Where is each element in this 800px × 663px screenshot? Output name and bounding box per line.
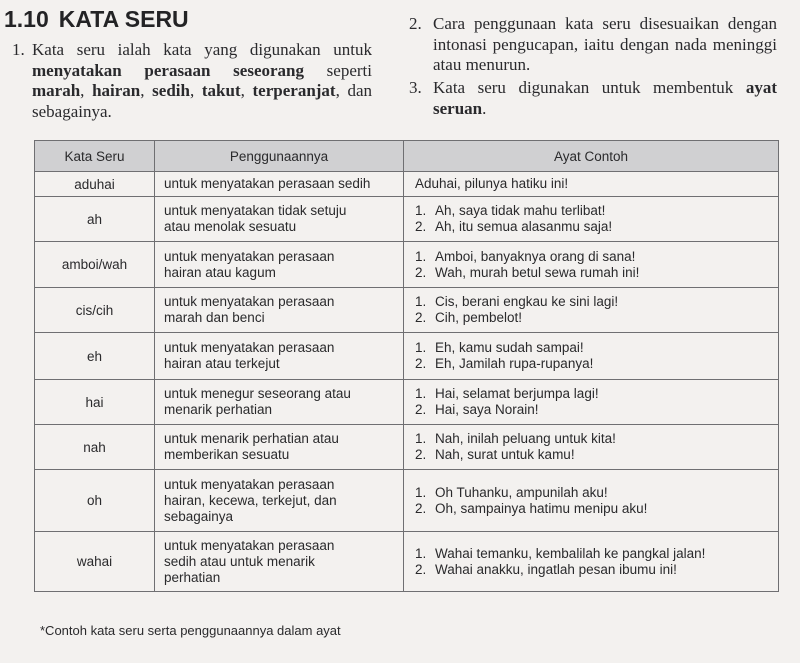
ayat-contoh-cell bbox=[404, 288, 779, 333]
example-number: 1. bbox=[415, 386, 427, 401]
emphasis-text: takut bbox=[201, 81, 241, 100]
penggunaan-cell bbox=[155, 532, 404, 592]
ayat-example bbox=[415, 176, 778, 192]
example-number: 2. bbox=[415, 447, 427, 462]
penggunaan-line: untuk menyatakan perasaan bbox=[164, 294, 335, 309]
table-row bbox=[35, 470, 779, 532]
example-number: 2. bbox=[415, 310, 427, 325]
penggunaan-cell bbox=[155, 197, 404, 242]
example-text: Ah, itu semua alasanmu saja! bbox=[435, 219, 613, 234]
penggunaan-cell bbox=[155, 172, 404, 197]
ayat-example bbox=[415, 249, 778, 265]
example-text: Ah, saya tidak mahu terlibat! bbox=[435, 203, 606, 218]
table-header-row bbox=[35, 141, 779, 172]
paragraph-segment: , bbox=[189, 81, 202, 100]
table-body bbox=[35, 172, 779, 592]
table-row bbox=[35, 288, 779, 333]
example-text: Cis, berani engkau ke sini lagi! bbox=[435, 294, 619, 309]
paragraph-segment: . bbox=[482, 98, 487, 118]
penggunaan-line: untuk menegur seseorang atau bbox=[164, 386, 351, 401]
kata-seru-cell: aduhai bbox=[35, 172, 155, 197]
paragraph-segment: Kata seru ialah kata yang digunakan untuk bbox=[32, 40, 372, 59]
penggunaan-line: perhatian bbox=[164, 569, 221, 585]
ayat-contoh-cell bbox=[404, 197, 779, 242]
paragraph-2 bbox=[409, 14, 777, 76]
penggunaan-line: atau menolak sesuatu bbox=[164, 219, 297, 234]
kata-seru-cell: hai bbox=[35, 380, 155, 425]
ayat-example bbox=[415, 485, 778, 501]
penggunaan-line: untuk menyatakan perasaan bbox=[164, 340, 335, 355]
ayat-example bbox=[415, 447, 778, 463]
section-heading bbox=[4, 6, 189, 33]
penggunaan-cell bbox=[155, 333, 404, 380]
example-number: 1. bbox=[415, 545, 427, 561]
emphasis-text: menyatakan perasaan seseorang bbox=[32, 60, 305, 80]
emphasis-text: terperanjat bbox=[252, 81, 336, 100]
penggunaan-line: untuk menyatakan perasaan bbox=[164, 537, 335, 553]
ayat-example bbox=[415, 203, 778, 219]
penggunaan-cell bbox=[155, 380, 404, 425]
penggunaan-line: sedih atau untuk menarik bbox=[164, 553, 315, 569]
ayat-example bbox=[415, 546, 778, 562]
paragraph-number: 3. bbox=[409, 78, 422, 97]
penggunaan-line: sebagainya bbox=[164, 508, 234, 524]
table-row bbox=[35, 380, 779, 425]
kata-seru-cell: oh bbox=[35, 470, 155, 532]
paragraph-segment: , bbox=[240, 81, 253, 100]
example-number: 2. bbox=[415, 500, 427, 516]
example-text: Oh, sampainya hatimu menipu aku! bbox=[435, 500, 648, 516]
section-number: 1.10 bbox=[4, 6, 49, 32]
example-number: 1. bbox=[415, 431, 427, 446]
table-row bbox=[35, 425, 779, 470]
table-row bbox=[35, 242, 779, 288]
ayat-contoh-cell bbox=[404, 532, 779, 592]
example-text: Eh, Jamilah rupa-rupanya! bbox=[435, 356, 594, 371]
header-kata-seru: Kata Seru bbox=[35, 141, 155, 172]
example-text: Eh, kamu sudah sampai! bbox=[435, 340, 584, 355]
paragraph-segment: , dan sebagainya. bbox=[32, 81, 373, 121]
paragraph-segment: , bbox=[80, 81, 93, 100]
example-number: 1. bbox=[415, 203, 427, 218]
ayat-contoh-cell bbox=[404, 470, 779, 532]
paragraph-text bbox=[433, 14, 777, 76]
ayat-example bbox=[415, 386, 778, 402]
paragraph-3 bbox=[409, 78, 777, 119]
example-number: 2. bbox=[415, 356, 427, 371]
header-ayat-contoh: Ayat Contoh bbox=[404, 141, 779, 172]
penggunaan-line: hairan atau kagum bbox=[164, 264, 276, 280]
paragraph-segment: Cara penggunaan kata seru disesuaikan dengan intonasi pengucapan, iaitu dengan nada meninggi atau menurun. bbox=[433, 14, 777, 74]
paragraph-number: 2. bbox=[409, 14, 422, 33]
kata-seru-cell: nah bbox=[35, 425, 155, 470]
penggunaan-line: marah dan benci bbox=[164, 310, 265, 325]
example-text: Aduhai, pilunya hatiku ini! bbox=[415, 176, 569, 191]
table-row bbox=[35, 532, 779, 592]
paragraph-number: 1. bbox=[12, 40, 25, 59]
example-number: 1. bbox=[415, 484, 427, 500]
table-row bbox=[35, 333, 779, 380]
ayat-contoh-cell bbox=[404, 380, 779, 425]
kata-seru-table bbox=[34, 140, 779, 592]
paragraph-segment: Kata seru digunakan untuk membentuk bbox=[433, 78, 746, 97]
example-text: Hai, selamat berjumpa lagi! bbox=[435, 386, 599, 401]
kata-seru-cell: cis/cih bbox=[35, 288, 155, 333]
ayat-example bbox=[415, 562, 778, 578]
example-number: 1. bbox=[415, 294, 427, 309]
penggunaan-line: hairan atau terkejut bbox=[164, 356, 280, 371]
ayat-example bbox=[415, 219, 778, 235]
ayat-contoh-cell bbox=[404, 172, 779, 197]
example-text: Wahai temanku, kembalilah ke pangkal jalan! bbox=[435, 545, 706, 561]
ayat-example bbox=[415, 265, 778, 281]
penggunaan-cell bbox=[155, 470, 404, 532]
example-text: Wahai anakku, ingatlah pesan ibumu ini! bbox=[435, 561, 677, 577]
ayat-example bbox=[415, 402, 778, 418]
penggunaan-line: untuk menyatakan tidak setuju bbox=[164, 203, 347, 218]
penggunaan-line: hairan, kecewa, terkejut, dan bbox=[164, 492, 337, 508]
table-row bbox=[35, 172, 779, 197]
ayat-example bbox=[415, 340, 778, 356]
penggunaan-line: untuk menyatakan perasaan sedih bbox=[164, 176, 371, 191]
paragraph-1 bbox=[12, 40, 372, 122]
footnote: *Contoh kata seru serta penggunaannya dalam ayat bbox=[40, 623, 341, 638]
kata-seru-cell: wahai bbox=[35, 532, 155, 592]
ayat-example bbox=[415, 431, 778, 447]
emphasis-text: hairan bbox=[92, 81, 141, 100]
example-number: 2. bbox=[415, 561, 427, 577]
ayat-contoh-cell bbox=[404, 333, 779, 380]
example-number: 2. bbox=[415, 264, 427, 280]
header-penggunaannya: Penggunaannya bbox=[155, 141, 404, 172]
example-text: Hai, saya Norain! bbox=[435, 402, 539, 417]
kata-seru-cell: ah bbox=[35, 197, 155, 242]
ayat-example bbox=[415, 294, 778, 310]
example-number: 2. bbox=[415, 402, 427, 417]
paragraph-text bbox=[433, 78, 777, 119]
penggunaan-line: untuk menyatakan perasaan bbox=[164, 476, 335, 492]
example-number: 2. bbox=[415, 219, 427, 234]
penggunaan-cell bbox=[155, 288, 404, 333]
emphasis-text: ayat seruan bbox=[433, 78, 777, 118]
penggunaan-line: untuk menyatakan perasaan bbox=[164, 248, 335, 264]
paragraph-text bbox=[32, 40, 372, 122]
ayat-contoh-cell bbox=[404, 425, 779, 470]
penggunaan-line: memberikan sesuatu bbox=[164, 447, 290, 462]
example-number: 1. bbox=[415, 248, 427, 264]
paragraph-segment: , bbox=[140, 81, 153, 100]
section-title: KATA SERU bbox=[58, 6, 189, 32]
example-text: Nah, inilah peluang untuk kita! bbox=[435, 431, 616, 446]
example-number: 1. bbox=[415, 340, 427, 355]
ayat-example bbox=[415, 356, 778, 372]
penggunaan-line: untuk menarik perhatian atau bbox=[164, 431, 339, 446]
kata-seru-cell: amboi/wah bbox=[35, 242, 155, 288]
penggunaan-cell bbox=[155, 242, 404, 288]
paragraph-segment: seperti bbox=[304, 60, 372, 80]
table-row bbox=[35, 197, 779, 242]
example-text: Wah, murah betul sewa rumah ini! bbox=[435, 264, 640, 280]
example-text: Cih, pembelot! bbox=[435, 310, 523, 325]
ayat-contoh-cell bbox=[404, 242, 779, 288]
example-text: Amboi, banyaknya orang di sana! bbox=[435, 248, 636, 264]
emphasis-text: sedih bbox=[152, 81, 190, 100]
penggunaan-line: menarik perhatian bbox=[164, 402, 273, 417]
kata-seru-cell: eh bbox=[35, 333, 155, 380]
example-text: Nah, surat untuk kamu! bbox=[435, 447, 575, 462]
emphasis-text: marah bbox=[32, 81, 81, 100]
ayat-example bbox=[415, 501, 778, 517]
example-text: Oh Tuhanku, ampunilah aku! bbox=[435, 484, 608, 500]
penggunaan-cell bbox=[155, 425, 404, 470]
ayat-example bbox=[415, 310, 778, 326]
